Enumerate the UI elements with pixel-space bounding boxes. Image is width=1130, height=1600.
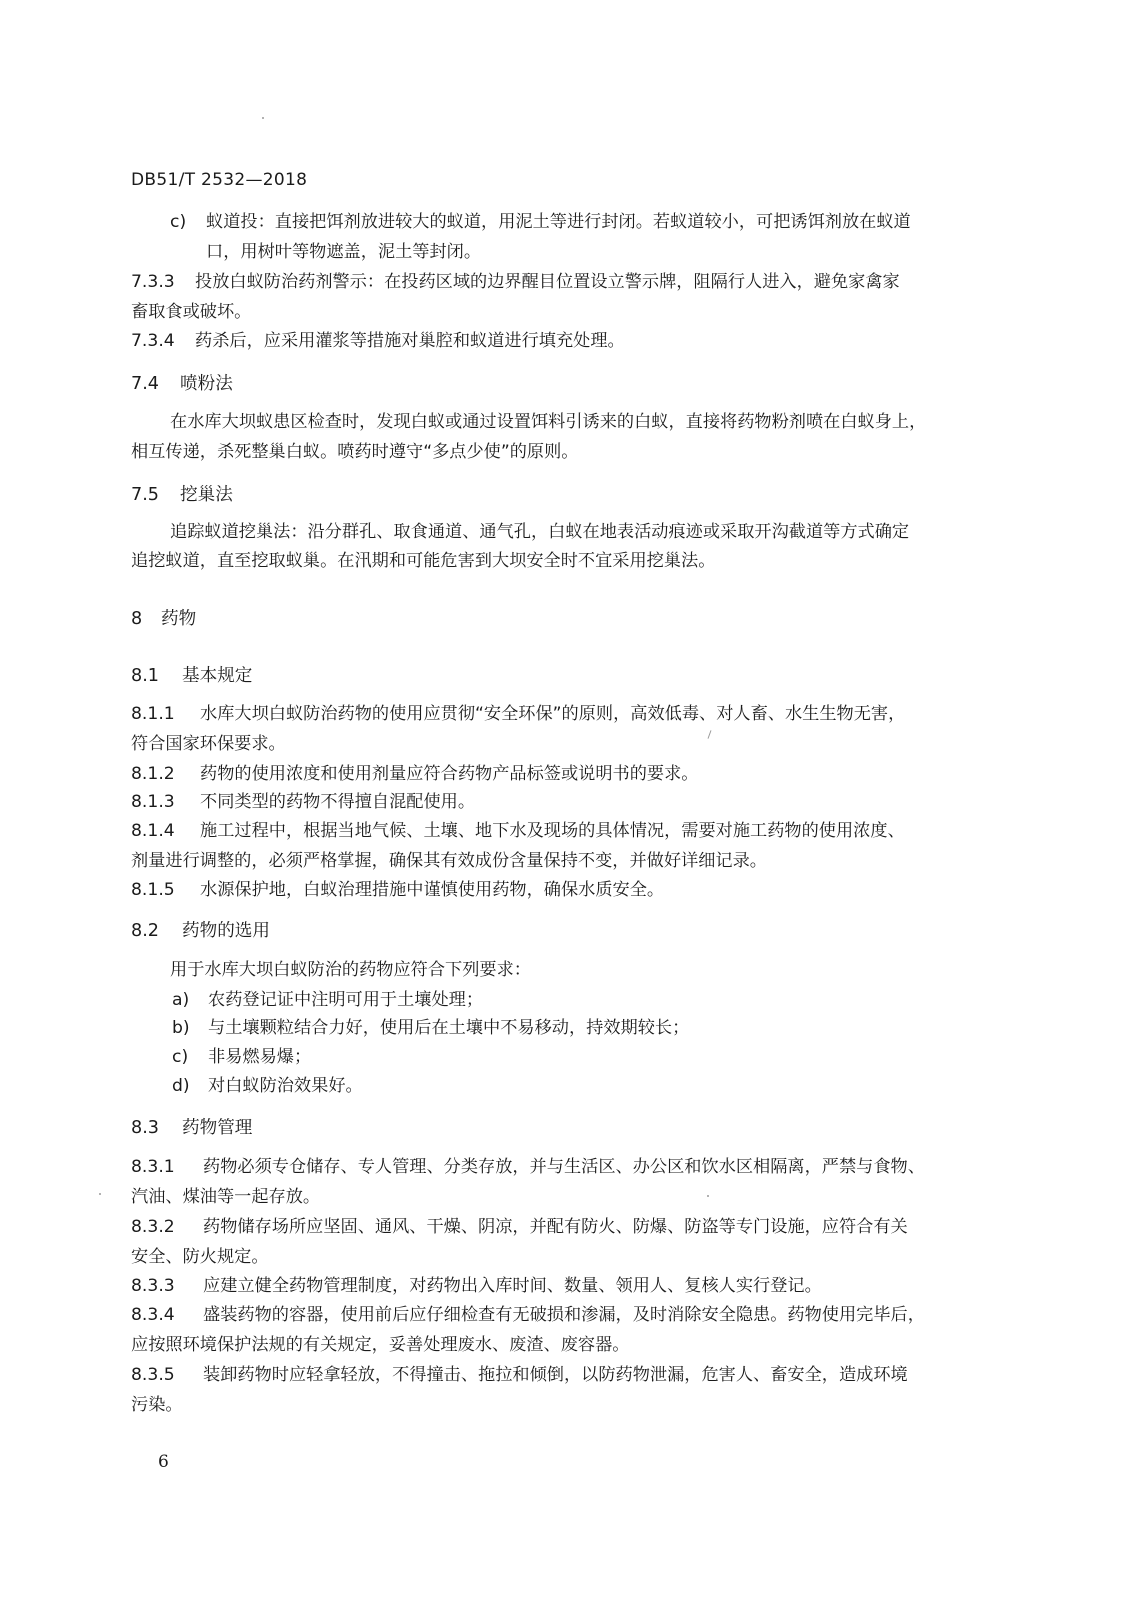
section-number: 7.5 bbox=[131, 485, 159, 505]
paragraph-line: 盛装药物的容器，使用前后应仔细检查有无破损和渗漏，及时消除安全隐患。药物使用完毕后， bbox=[203, 1305, 925, 1325]
scan-speck bbox=[262, 117, 264, 119]
clause-number: 8.3.3 bbox=[131, 1276, 175, 1296]
clause-number: 8.3.5 bbox=[131, 1365, 175, 1385]
paragraph-line: 蚁道投：直接把饵剂放进较大的蚁道，用泥土等进行封闭。若蚁道较小，可把诱饵剂放在蚁道 bbox=[206, 212, 911, 232]
page-number: 6 bbox=[158, 1452, 169, 1472]
paragraph-line: 药杀后，应采用灌浆等措施对巢腔和蚁道进行填充处理。 bbox=[195, 331, 625, 351]
paragraph-line: 药物的使用浓度和使用剂量应符合药物产品标签或说明书的要求。 bbox=[200, 764, 699, 784]
section-number: 8.1 bbox=[131, 666, 159, 686]
paragraph-line: 剂量进行调整的，必须严格掌握，确保其有效成份含量保持不变，并做好详细记录。 bbox=[131, 851, 767, 871]
paragraph-line: 安全、防火规定。 bbox=[131, 1247, 269, 1267]
section-number: 7.4 bbox=[131, 374, 159, 394]
paragraph-line: 相互传递，杀死整巢白蚁。喷药时遵守“多点少使”的原则。 bbox=[131, 442, 579, 462]
clause-number: 8.1.1 bbox=[131, 704, 175, 724]
scan-speck bbox=[99, 1193, 101, 1195]
list-marker: c) bbox=[170, 212, 187, 232]
list-item: 非易燃易爆； bbox=[208, 1047, 312, 1067]
section-heading: 药物的选用 bbox=[182, 921, 270, 941]
paragraph-line: 污染。 bbox=[131, 1395, 183, 1415]
paragraph-line: 应按照环境保护法规的有关规定，妥善处理废水、废渣、废容器。 bbox=[131, 1335, 630, 1355]
list-marker: d) bbox=[172, 1076, 190, 1096]
paragraph-line: 汽油、煤油等一起存放。 bbox=[131, 1187, 321, 1207]
paragraph-line: 装卸药物时应轻拿轻放，不得撞击、拖拉和倾倒，以防药物泄漏，危害人、畜安全，造成环境 bbox=[203, 1365, 908, 1385]
paragraph-line: 药物储存场所应坚固、通风、干燥、阴凉，并配有防火、防爆、防盗等专门设施，应符合有关 bbox=[203, 1217, 908, 1237]
clause-number: 8.3.1 bbox=[131, 1157, 175, 1177]
list-item: 与土壤颗粒结合力好，使用后在土壤中不易移动，持效期较长； bbox=[208, 1018, 690, 1038]
clause-number: 8.3.2 bbox=[131, 1217, 175, 1237]
section-heading: 基本规定 bbox=[182, 666, 253, 686]
clause-number: 8.1.2 bbox=[131, 764, 175, 784]
list-marker: b) bbox=[172, 1018, 190, 1038]
clause-number: 7.3.4 bbox=[131, 331, 175, 351]
paragraph-line: 畜取食或破坏。 bbox=[131, 302, 252, 322]
paragraph-line: 水源保护地，白蚁治理措施中谨慎使用药物，确保水质安全。 bbox=[200, 880, 665, 900]
paragraph-line: 水库大坝白蚁防治药物的使用应贯彻“安全环保”的原则，高效低毒、对人畜、水生生物无害， bbox=[200, 704, 906, 724]
list-item: 农药登记证中注明可用于土壤处理； bbox=[208, 990, 484, 1010]
paragraph-line: 追挖蚁道，直至挖取蚁巢。在汛期和可能危害到大坝安全时不宜采用挖巢法。 bbox=[131, 551, 716, 571]
paragraph-line: 追踪蚁道挖巢法：沿分群孔、取食通道、通气孔，白蚁在地表活动痕迹或采取开沟截道等方式确定 bbox=[170, 522, 910, 542]
paragraph-line: 投放白蚁防治药剂警示：在投药区域的边界醒目位置设立警示牌，阻隔行人进入，避免家禽家 bbox=[195, 272, 900, 292]
document-code-header: DB51/T 2532—2018 bbox=[131, 170, 308, 190]
clause-number: 8.1.3 bbox=[131, 792, 175, 812]
list-item: 对白蚁防治效果好。 bbox=[208, 1076, 363, 1096]
scan-speck bbox=[707, 1195, 709, 1197]
paragraph-line: 不同类型的药物不得擅自混配使用。 bbox=[200, 792, 476, 812]
paragraph-line: 用于水库大坝白蚁防治的药物应符合下列要求： bbox=[170, 960, 531, 980]
paragraph-line: 药物必须专仓储存、专人管理、分类存放，并与生活区、办公区和饮水区相隔离，严禁与食物、 bbox=[203, 1157, 925, 1177]
section-number: 8.2 bbox=[131, 921, 159, 941]
paragraph-line: 在水库大坝蚁患区检查时，发现白蚁或通过设置饵料引诱来的白蚁，直接将药物粉剂喷在白蚁身上， bbox=[170, 412, 927, 432]
list-marker: a) bbox=[172, 990, 190, 1010]
list-marker: c) bbox=[172, 1047, 189, 1067]
clause-number: 8.1.5 bbox=[131, 880, 175, 900]
scan-speck bbox=[707, 730, 711, 739]
paragraph-line: 应建立健全药物管理制度，对药物出入库时间、数量、领用人、复核人实行登记。 bbox=[203, 1276, 822, 1296]
paragraph-line: 口，用树叶等物遮盖，泥土等封闭。 bbox=[206, 242, 482, 262]
clause-number: 8.1.4 bbox=[131, 821, 175, 841]
chapter-number: 8 bbox=[131, 609, 143, 629]
section-heading: 喷粉法 bbox=[180, 374, 233, 394]
section-number: 8.3 bbox=[131, 1118, 159, 1138]
section-heading: 挖巢法 bbox=[180, 485, 233, 505]
paragraph-line: 施工过程中，根据当地气候、土壤、地下水及现场的具体情况，需要对施工药物的使用浓度、 bbox=[200, 821, 905, 841]
chapter-heading: 药物 bbox=[161, 609, 197, 629]
clause-number: 7.3.3 bbox=[131, 272, 175, 292]
clause-number: 8.3.4 bbox=[131, 1305, 175, 1325]
paragraph-line: 符合国家环保要求。 bbox=[131, 734, 286, 754]
section-heading: 药物管理 bbox=[182, 1118, 253, 1138]
